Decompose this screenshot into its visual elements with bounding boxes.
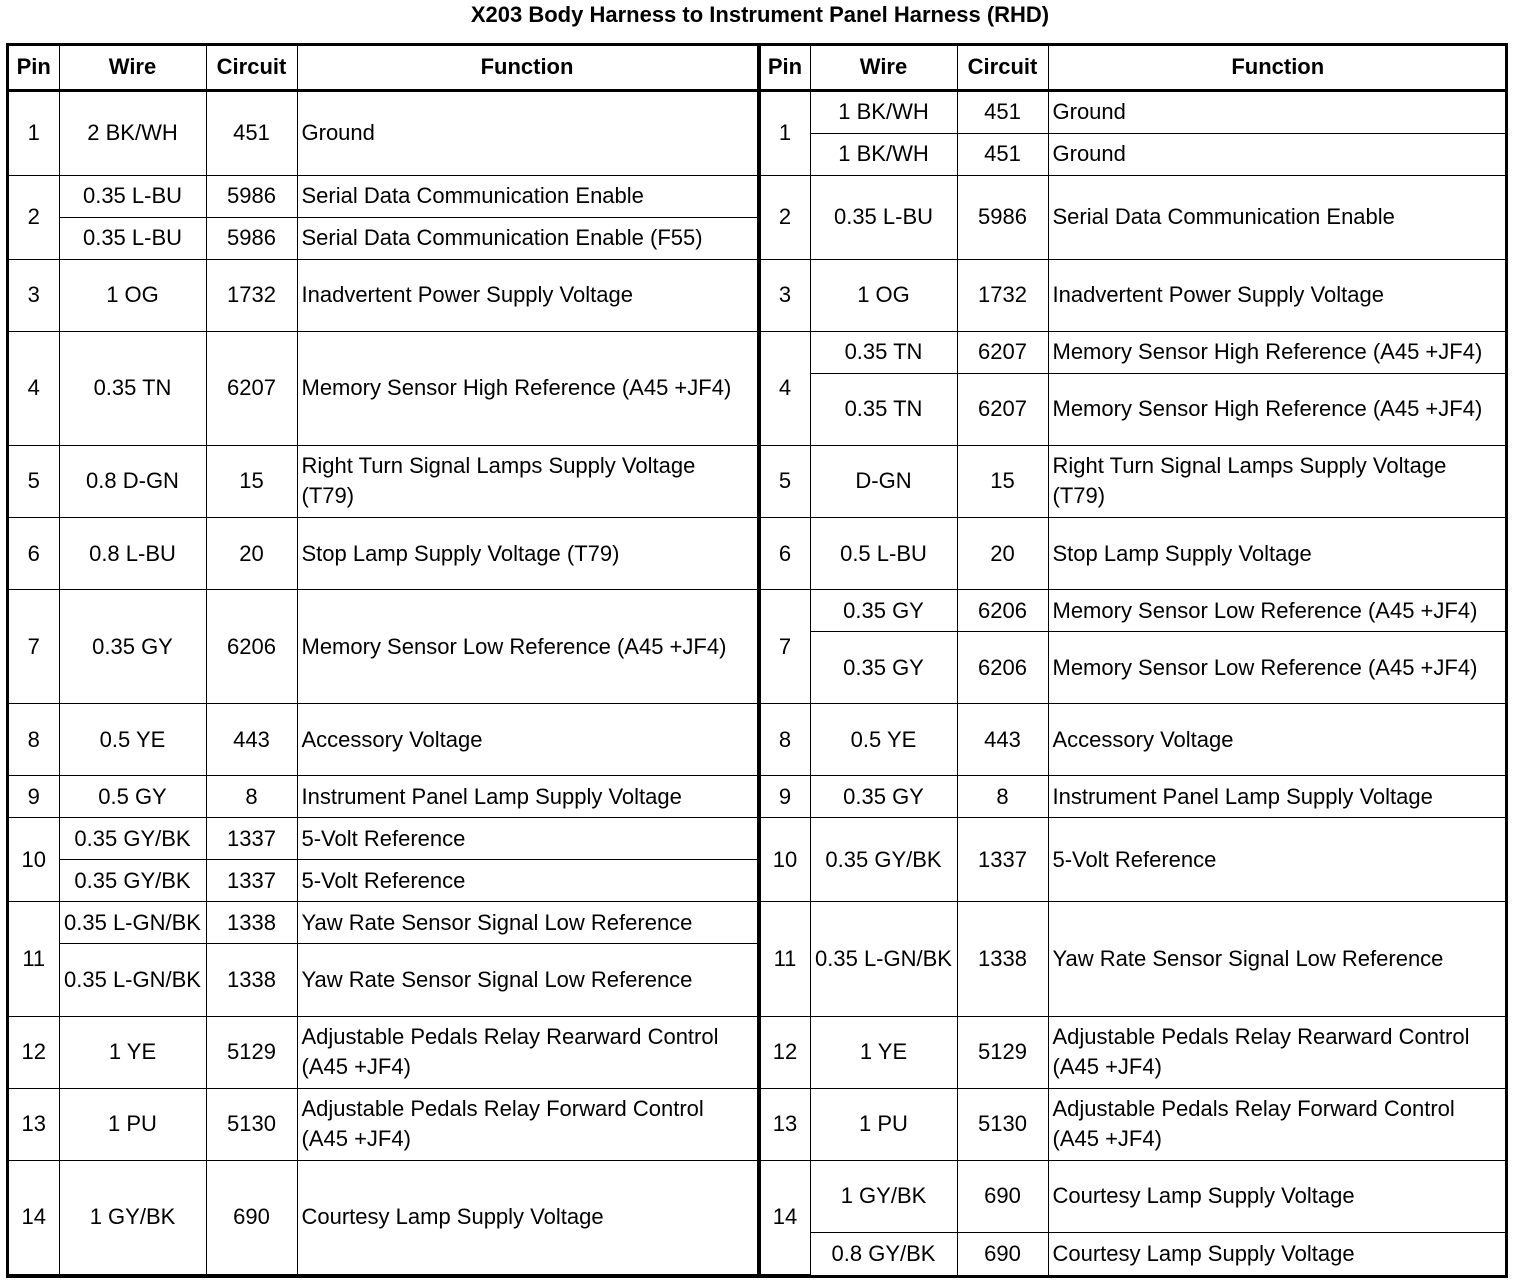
wire-cell: 1 PU [59,1088,206,1160]
column-header-wire: Wire [59,46,206,90]
table-row [9,175,758,217]
table-row [760,445,1507,517]
function-cell: Adjustable Pedals Relay Rearward Control (A45 +JF4) [297,1016,758,1088]
table-row [9,445,758,517]
function-cell: Adjustable Pedals Relay Rearward Control (A45 +JF4) [1048,1016,1507,1088]
wire-cell: 0.35 GY [59,590,206,704]
table-row [9,259,758,331]
pin-cell: 11 [9,902,59,1016]
circuit-cell: 451 [957,133,1048,175]
circuit-cell: 690 [957,1232,1048,1274]
table-row [760,373,1507,445]
table-row [760,175,1507,217]
wire-cell: 1 OG [810,259,957,331]
circuit-cell: 5986 [206,217,297,259]
circuit-cell: 6207 [957,373,1048,445]
table-row [9,902,758,944]
wire-cell: 0.35 GY [810,776,957,818]
wire-cell: 1 GY/BK [810,1160,957,1232]
pin-cell: 4 [760,331,810,445]
table-row [9,704,758,776]
wire-cell: 0.35 L-BU [810,175,957,259]
pin-cell: 5 [760,445,810,517]
circuit-cell: 1732 [206,259,297,331]
table-row [9,90,758,133]
column-header-circuit: Circuit [957,46,1048,90]
function-cell: Inadvertent Power Supply Voltage [1048,259,1507,331]
table-row [760,632,1507,704]
wire-cell: 0.35 L-BU [59,175,206,217]
wire-cell: 0.35 L-GN/BK [59,902,206,944]
pin-cell: 10 [9,818,59,902]
wire-cell: 1 BK/WH [810,90,957,133]
table-row [760,902,1507,944]
wire-cell: 0.35 TN [59,331,206,445]
wire-cell: D-GN [810,445,957,517]
circuit-cell: 1337 [206,860,297,902]
wire-cell: 0.35 L-BU [59,217,206,259]
function-cell: Ground [1048,90,1507,133]
table-row [760,818,1507,860]
pin-cell: 4 [9,331,59,445]
circuit-cell: 20 [957,518,1048,590]
function-cell: Serial Data Communication Enable [1048,175,1507,259]
pin-cell: 2 [760,175,810,259]
function-cell: Courtesy Lamp Supply Voltage [297,1160,758,1274]
wire-cell: 0.35 L-GN/BK [59,944,206,1016]
pin-cell: 11 [760,902,810,1016]
circuit-cell: 5129 [206,1016,297,1088]
wire-cell: 0.5 GY [59,776,206,818]
connector-table [6,43,1508,1278]
circuit-cell: 690 [957,1160,1048,1232]
table-row [760,1016,1507,1088]
function-cell: 5-Volt Reference [1048,818,1507,902]
circuit-cell: 6206 [957,632,1048,704]
circuit-cell: 5130 [206,1088,297,1160]
wire-cell: 1 BK/WH [810,133,957,175]
function-cell: Serial Data Communication Enable [297,175,758,217]
pin-cell: 13 [760,1088,810,1160]
wire-cell: 0.35 TN [810,331,957,373]
circuit-cell: 5986 [957,175,1048,259]
wire-cell: 0.35 GY [810,590,957,632]
column-header-function: Function [1048,46,1507,90]
function-cell: Yaw Rate Sensor Signal Low Reference [1048,902,1507,1016]
wire-cell: 0.8 D-GN [59,445,206,517]
wire-cell: 0.8 L-BU [59,518,206,590]
function-cell: Inadvertent Power Supply Voltage [297,259,758,331]
wire-cell: 0.35 GY/BK [59,860,206,902]
table-row [760,704,1507,776]
function-cell: Instrument Panel Lamp Supply Voltage [1048,776,1507,818]
function-cell: Right Turn Signal Lamps Supply Voltage (T79) [1048,445,1507,517]
wire-cell: 0.35 TN [810,373,957,445]
circuit-cell: 6207 [206,331,297,445]
pin-cell: 2 [9,175,59,259]
column-header-pin: Pin [9,46,59,90]
table-row [9,1016,758,1088]
table-row [760,331,1507,373]
function-cell: Memory Sensor High Reference (A45 +JF4) [1048,331,1507,373]
table-row [9,217,758,259]
function-cell: Memory Sensor High Reference (A45 +JF4) [297,331,758,445]
circuit-cell: 1732 [957,259,1048,331]
wire-cell: 1 OG [59,259,206,331]
table-row [9,944,758,1016]
wire-cell: 1 PU [810,1088,957,1160]
table-row [9,1088,758,1160]
function-cell: 5-Volt Reference [297,860,758,902]
pin-cell: 13 [9,1088,59,1160]
table-row [9,1160,758,1232]
table-row [9,590,758,632]
function-cell: Accessory Voltage [1048,704,1507,776]
pin-cell: 6 [760,518,810,590]
function-cell: Memory Sensor Low Reference (A45 +JF4) [1048,632,1507,704]
circuit-cell: 8 [957,776,1048,818]
function-cell: Yaw Rate Sensor Signal Low Reference [297,944,758,1016]
wire-cell: 0.35 GY [810,632,957,704]
function-cell: Memory Sensor Low Reference (A45 +JF4) [297,590,758,704]
pin-cell: 5 [9,445,59,517]
column-header-circuit: Circuit [206,46,297,90]
table-row [760,90,1507,133]
circuit-cell: 15 [206,445,297,517]
function-cell: Yaw Rate Sensor Signal Low Reference [297,902,758,944]
pin-cell: 8 [760,704,810,776]
header-row [9,46,758,90]
table-row [760,518,1507,590]
wire-cell: 0.5 L-BU [810,518,957,590]
circuit-cell: 6206 [206,590,297,704]
function-cell: Ground [1048,133,1507,175]
circuit-cell: 451 [206,90,297,175]
circuit-cell: 443 [957,704,1048,776]
left-connector-table [9,46,760,1275]
function-cell: Accessory Voltage [297,704,758,776]
function-cell: Serial Data Communication Enable (F55) [297,217,758,259]
wire-cell: 0.5 YE [810,704,957,776]
function-cell: Memory Sensor Low Reference (A45 +JF4) [1048,590,1507,632]
table-row [760,590,1507,632]
circuit-cell: 690 [206,1160,297,1274]
circuit-cell: 15 [957,445,1048,517]
page-title: X203 Body Harness to Instrument Panel Harness (RHD) [470,2,1050,27]
pin-cell: 9 [9,776,59,818]
table-row [9,776,758,818]
circuit-cell: 1338 [206,944,297,1016]
table-row [9,860,758,902]
pin-cell: 10 [760,818,810,902]
table-row [760,1088,1507,1160]
pin-cell: 12 [760,1016,810,1088]
function-cell: Instrument Panel Lamp Supply Voltage [297,776,758,818]
pin-cell: 7 [760,590,810,704]
circuit-cell: 1338 [957,902,1048,1016]
table-row [760,776,1507,818]
table-row [9,331,758,373]
function-cell: Stop Lamp Supply Voltage [1048,518,1507,590]
circuit-cell: 5129 [957,1016,1048,1088]
function-cell: Memory Sensor High Reference (A45 +JF4) [1048,373,1507,445]
wire-cell: 0.5 YE [59,704,206,776]
table-row [9,818,758,860]
circuit-cell: 1337 [957,818,1048,902]
wire-cell: 0.35 GY/BK [810,818,957,902]
function-cell: Adjustable Pedals Relay Forward Control (A45 +JF4) [1048,1088,1507,1160]
circuit-cell: 451 [957,90,1048,133]
pin-cell: 3 [9,259,59,331]
header-row [760,46,1507,90]
wire-cell: 1 YE [810,1016,957,1088]
function-cell: Stop Lamp Supply Voltage (T79) [297,518,758,590]
pin-cell: 1 [9,90,59,175]
column-header-wire: Wire [810,46,957,90]
table-row [760,1160,1507,1232]
function-cell: 5-Volt Reference [297,818,758,860]
pin-cell: 8 [9,704,59,776]
function-cell: Right Turn Signal Lamps Supply Voltage (T79) [297,445,758,517]
circuit-cell: 5986 [206,175,297,217]
wire-cell: 0.35 L-GN/BK [810,902,957,1016]
circuit-cell: 6207 [957,331,1048,373]
circuit-cell: 8 [206,776,297,818]
wire-cell: 0.35 GY/BK [59,818,206,860]
pin-cell: 14 [9,1160,59,1274]
pin-cell: 9 [760,776,810,818]
right-connector-table [760,46,1508,1275]
wire-cell: 1 GY/BK [59,1160,206,1274]
pin-cell: 6 [9,518,59,590]
wire-cell: 0.8 GY/BK [810,1232,957,1274]
circuit-cell: 443 [206,704,297,776]
circuit-cell: 6206 [957,590,1048,632]
circuit-cell: 1338 [206,902,297,944]
circuit-cell: 20 [206,518,297,590]
circuit-cell: 5130 [957,1088,1048,1160]
table-row [760,133,1507,175]
table-row [760,1232,1507,1274]
circuit-cell: 1337 [206,818,297,860]
function-cell: Adjustable Pedals Relay Forward Control (A45 +JF4) [297,1088,758,1160]
function-cell: Courtesy Lamp Supply Voltage [1048,1160,1507,1232]
pin-cell: 12 [9,1016,59,1088]
pin-cell: 14 [760,1160,810,1274]
wire-cell: 2 BK/WH [59,90,206,175]
table-row [760,259,1507,331]
column-header-pin: Pin [760,46,810,90]
pin-cell: 3 [760,259,810,331]
wire-cell: 1 YE [59,1016,206,1088]
table-row [9,518,758,590]
function-cell: Courtesy Lamp Supply Voltage [1048,1232,1507,1274]
function-cell: Ground [297,90,758,175]
column-header-function: Function [297,46,758,90]
pin-cell: 7 [9,590,59,704]
pin-cell: 1 [760,90,810,175]
